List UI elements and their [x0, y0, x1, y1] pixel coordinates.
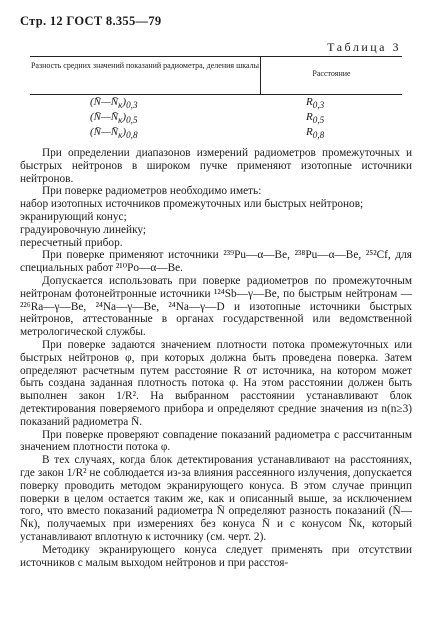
- table-3: [30, 56, 402, 144]
- table-cell-diff: $(N̄—N̄_к)_{0,3}$: [90, 96, 138, 111]
- page-header: Стр. 12 ГОСТ 8.355—79: [20, 14, 162, 28]
- list-item: набор изотопных источников промежуточных или быстрых нейтронов;: [20, 198, 364, 211]
- paragraph: В тех случаях, когда блок детектирования устанавливают на расстояниях, где закон 1/R² не соблюдается из-за влияния рассеянного излучения, допускается поверку проводить методом экранирующего конуса. В этом случае принцип поверки в целом остается таким же, как и описанный выше, за исключением того, что вместо показаний радиометра N̄ определяют разность показаний (N̄—N̄к), получаемых при измерениях без конуса N̄ и с конусом N̄к, который устанавливают вплотную к источнику (см. черт. 2).: [20, 454, 412, 543]
- table-cell-diff: $(N̄—N̄_к)_{0,8}$: [90, 126, 138, 141]
- table-top-rule: [30, 56, 402, 57]
- paragraph: Методику экранирующего конуса следует применять при отсутствии источников с малым выходом нейтронов и при расстоя-: [20, 543, 412, 569]
- paragraph: Допускается использовать при поверке радиометров по промежуточным нейтронам фотонейтронные источники ¹²⁴Sb—γ—Be, по быстрым нейтронам — ²²⁶Ra—γ—Be, ²⁴Na—γ—Be, ²⁴Na—γ—D и изотопные источники быстрых нейтронов, аттестованные в органах государственной или ведомственной метрологической службы.: [20, 274, 412, 339]
- paragraph: При поверке применяют источники ²³⁹Pu—α—Be, ²³⁸Pu—α—Be, ²⁵²Cf, для специальных работ ²¹⁰Po—α—Be.: [20, 249, 412, 275]
- table-cell-diff: $(N̄—N̄_к)_{0,5}$: [90, 111, 138, 126]
- table-header-difference: Разность средних значений показаний радиометра, деления шкалы: [30, 61, 260, 70]
- list-item: экранирующий конус;: [20, 210, 127, 223]
- paragraph: При поверке проверяют совпадение показаний радиометра с рассчитанным значением плотности потока φ.: [20, 428, 412, 454]
- list-item: пересчетный прибор.: [20, 236, 123, 249]
- paragraph: При определении диапазонов измерений радиометров промежуточных и быстрых нейтронов в широком пучке применяют изотопные источники нейтронов.: [20, 147, 412, 185]
- body-text: [20, 147, 412, 569]
- table-cell-distance: $R_{0,8}$: [306, 126, 325, 141]
- list-item: градуировочную линейку;: [20, 223, 147, 236]
- table-header-distance: Расстояние: [312, 69, 351, 78]
- paragraph: При поверке задаются значением плотности потока промежуточных или быстрых нейтронов φ, при которых должна быть проведена поверка. Затем определяют расчетным путем расстояние R от источника, на котором может быть создана заданная плотность потока φ. На этом расстоянии должен быть выполнен закон 1/R². На выбранном расстоянии устанавливают блок детектирования поверяемого прибора и определяют средние значения из n(n≥3) показаний радиометра N̄.: [20, 338, 412, 428]
- paragraph: При поверке радиометров необходимо иметь:: [42, 185, 262, 198]
- table-cell-distance: $R_{0,5}$: [306, 111, 325, 126]
- table-cell-distance: $R_{0,3}$: [306, 96, 325, 111]
- table-header-rule: [30, 94, 402, 95]
- table-caption: Таблица 3: [327, 40, 401, 54]
